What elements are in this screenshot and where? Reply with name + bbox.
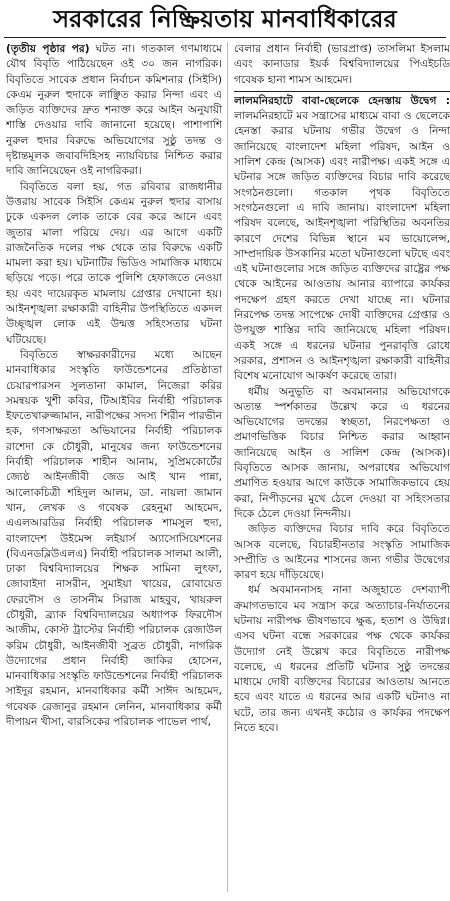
paragraph [6,42,222,180]
paragraph: বেলার প্রধান নির্বাহী (ভারপ্রাপ্ত) তাসলিমা ইসলাম এবং কানাডার ইয়র্ক বিশ্ববিদ্যালয়ের পিএইচডি গবেষক হানা শামস আহমেদ। [234,43,450,86]
left-column [6,42,222,897]
subheading: লালমনিরহাটে বাবা-ছেলেকে হেনস্তায় উদ্বেগ : [234,94,450,107]
paragraph: জড়িত ব্যক্তিদের বিচার দাবি করে বিবৃতিতে আসক বলেছে, বিচারহীনতার সংস্কৃতি সামাজিক সম্প্রীতি ও আইনের শাসনের জন্য গভীর উদ্বেগের কারণ হয়ে দাঁড়িয়েছে। [234,523,450,582]
paragraph: ধর্ম অবমাননাসহ নানা অজুহাতে দেশব্যাপী ক্রমাগতভাবে মব সন্ত্রাস করে অত্যাচার-নির্যাতনের ঘটনায় নারীপক্ষ ভীষণভাবে ক্ষুব্ধ, হতাশ ও উদ্বিগ্ন। এসব ঘটনা বন্ধে সরকারের পক্ষ থেকে কার্যকর উদ্যোগ নেই উল্লেখ করে বিবৃতিতে নারীপক্ষ বলেছে, এ ধরনের প্রতিটি ঘটনার সুষ্ঠু তদন্তের মাধ্যমে দোষী ব্যক্তিদের বিচারের আওতায় আনতে হবে এবং যাতে এ ধরনের আর একটি ঘটনাও না ঘটে, তার জন্য এখনই কঠোর ও কার্যকর পদক্ষেপ নিতে হবে। [234,584,450,735]
continued-marker: (তৃতীয় পৃষ্ঠার পর) [6,43,90,55]
paragraph-text: ঘটত না। গতকাল গণমাধ্যমে যৌথ বিবৃতি পাঠিয়েছেন ওই ৩০ জন নাগরিক। বিবৃতিতে সাবেক প্রধান নির্বাচন কমিশনার (সিইসি) কেএম নুরুল হুদাকে লাঞ্ছিত করার নিন্দা এবং এ জড়িত ব্যক্তিদের দ্রুত শনাক্ত করে আইন অনুযায়ী শাস্তি দেওয়ার দাবি জানানো হয়েছে। পাশাপাশি নুরুল হুদার বিরুদ্ধে অভিযোগের সুষ্ঠু তদন্ত ও দৃষ্টান্তমূলক জবাবদিহিসহ ন্যায়বিচার নিশ্চিত করার দাবি জানিয়েছেন ওই নাগরিকরা। [6,43,222,178]
paragraph: বিবৃতিতে বলা হয়, গত রবিবার রাজধানীর উত্তরায় সাবেক সিইসি কেএম নুরুল হুদার বাসায় ঢুকে একদল লোক তাকে বের করে আনে এবং জুতার মালা পরিয়ে দেয়। এর আগে একটি রাজনৈতিক দলের পক্ষ থেকে তার বিরুদ্ধে একটি মামলা করা হয়। ঘটনাটির ভিডিও সামাজিক মাধ্যমে ছড়িয়ে পড়ে। পরে তাকে পুলিশি হেফাজতে নেওয়া হয় এবং দায়েরকৃত মামলায় গ্রেপ্তার দেখানো হয়। আইনশৃঙ্খলা রক্ষাকারী বাহিনীর উপস্থিতিতে একদল উচ্ছৃঙ্খল লোক এই উন্মত্ত সহিংসতার ঘটনা ঘটিয়েছে। [6,180,222,346]
paragraph-text: লালমনিরহাটে মব সন্ত্রাসের মাধ্যমে বাবা ও ছেলেকে হেনস্তা করার ঘটনায় গভীর উদ্বেগ ও নিন্দা জানিয়েছে বাংলাদেশ মহিলা পরিষদ, আইন ও সালিশ কেন্দ্র (আসক) এবং নারীপক্ষ। একই সঙ্গে এ ঘটনার সঙ্গে জড়িত ব্যক্তিদের বিচার দাবি করেছে সংগঠনগুলো। গতকাল পৃথক বিবৃতিতে সংগঠনগুলো এ দাবি জানায়। বাংলাদেশ মহিলা পরিষদ বলেছে, আইনশৃঙ্খলা পরিস্থিতির অবনতির কারণে দেশের বিভিন্ন স্থানে মব ভায়োলেন্স, সাম্প্রদায়িক উসকানির মতো ঘটনাগুলো ঘটছে এবং এই ঘটনাগুলোর সঙ্গে জড়িত ব্যক্তিদের রাষ্ট্রের পক্ষ থেকে আইনের আওতায় আনার ব্যাপারে কার্যকর পদক্ষেপ গ্রহণ করতে দেখা যাচ্ছে না। ঘটনার নিরপেক্ষ তদন্ত সাপেক্ষে দোষী ব্যক্তিদের গ্রেপ্তার ও উপযুক্ত শাস্তির দাবি জানিয়েছে মহিলা পরিষদ। একই সঙ্গে এ ধরনের ঘটনার পুনরাবৃত্তি রোধে সরকার, প্রশাসন ও আইনশৃঙ্খলা রক্ষাকারী বাহিনীর বিশেষ মনোযোগ আকর্ষণ করেছে তারা। [234,110,450,383]
headline-rule [4,37,446,38]
paragraph: ধর্মীয় অনুভূতি বা অবমাননার অভিযোগকে অত্যন্ত স্পর্শকাতর উল্লেখ করে এ ধরনের অভিযোগের তদন্তের স্বচ্ছতা, নিরপেক্ষতা ও প্রমাণভিত্তিক বিচার নিশ্চিত করার আহ্বান জানিয়েছে আইন ও সালিশ কেন্দ্র (আসক)। বিবৃতিতে আসক জানায়, অপরাধের অভিযোগ প্রমাণিত হওয়ার আগে কাউকে সামাজিকভাবে হেয় করা, নিপীড়নের মুখে ঠেলে দেওয়া বা সহিংসতার দিকে ঠেলে দেওয়া নিন্দনীয়। [234,385,450,520]
section-rule [234,91,450,92]
right-column [234,42,450,897]
column-divider [227,42,228,892]
headline: সরকারের নিষ্ক্রিয়তায় মানবাধিকারের [53,5,397,33]
paragraph: বিবৃতিতে স্বাক্ষরকারীদের মধ্যে আছেন মানবাধিকার সংস্কৃতি ফাউন্ডেশনের প্রতিষ্ঠাতা চেয়ারপারসন সুলতানা কামাল, নিজেরা করির সমন্বয়ক খুশী কবির, টিআইবির নির্বাহী পরিচালক ইফতেখারুজ্জামান, নারীপক্ষের সদস্য শিরীন পারভীন হক, গণসাক্ষরতা অভিযানের নির্বাহী পরিচালক রাশেদা কে চৌধুরী, মানুষের জন্য ফাউন্ডেশনের নির্বাহী পরিচালক শাহীন আনাম, সুপ্রিমকোর্টের জ্যেষ্ঠ আইনজীবী জেড আই খান পান্না, আলোকচিত্রী শহিদুল আলম, ডা. নায়লা জামান খান, লেখক ও গবেষক রেহনুমা আহমেদ, এএলআরডির নির্বাহী পরিচালক শামসুল হুদা, বাংলাদেশ উইমেন্স লইয়ার্স অ্যাসোসিয়েশনের (বিএনডব্লিউএলএ) নির্বাহী পরিচালক সালমা আলী, ঢাকা বিশ্ববিদ্যালয়ের শিক্ষক সামিনা লুৎফা, জোবাইদা নাসরীন, সুমাইয়া খায়ের, রোবায়েত ফেরদৌস ও তাসনীম সিরাজ মাহবুব, খায়রুল চৌধুরী, ব্র্যাক বিশ্ববিদ্যালয়ের অধ্যাপক ফিরদৌস আজীম, কোস্ট ট্রাস্টের নির্বাহী পরিচালক রেজাউল করিম চৌধুরী, আইনজীবী সুব্রত চৌধুরী, নাগরিক উদ্যোগের প্রধান নির্বাহী জাকির হোসেন, মানবাধিকার সংস্কৃতি ফাউন্ডেশনের নির্বাহী পরিচালক সাইদুর রহমান, মানবাধিকার কর্মী সাঈদ আহমেদ, গবেষক রেজানুর রহমান লেনিন, মানবাধিকার কর্মী দীপায়ন খীসা, বারসিকের পরিচালক পাভেল পার্থ, [6,348,222,729]
paragraph [234,94,450,385]
